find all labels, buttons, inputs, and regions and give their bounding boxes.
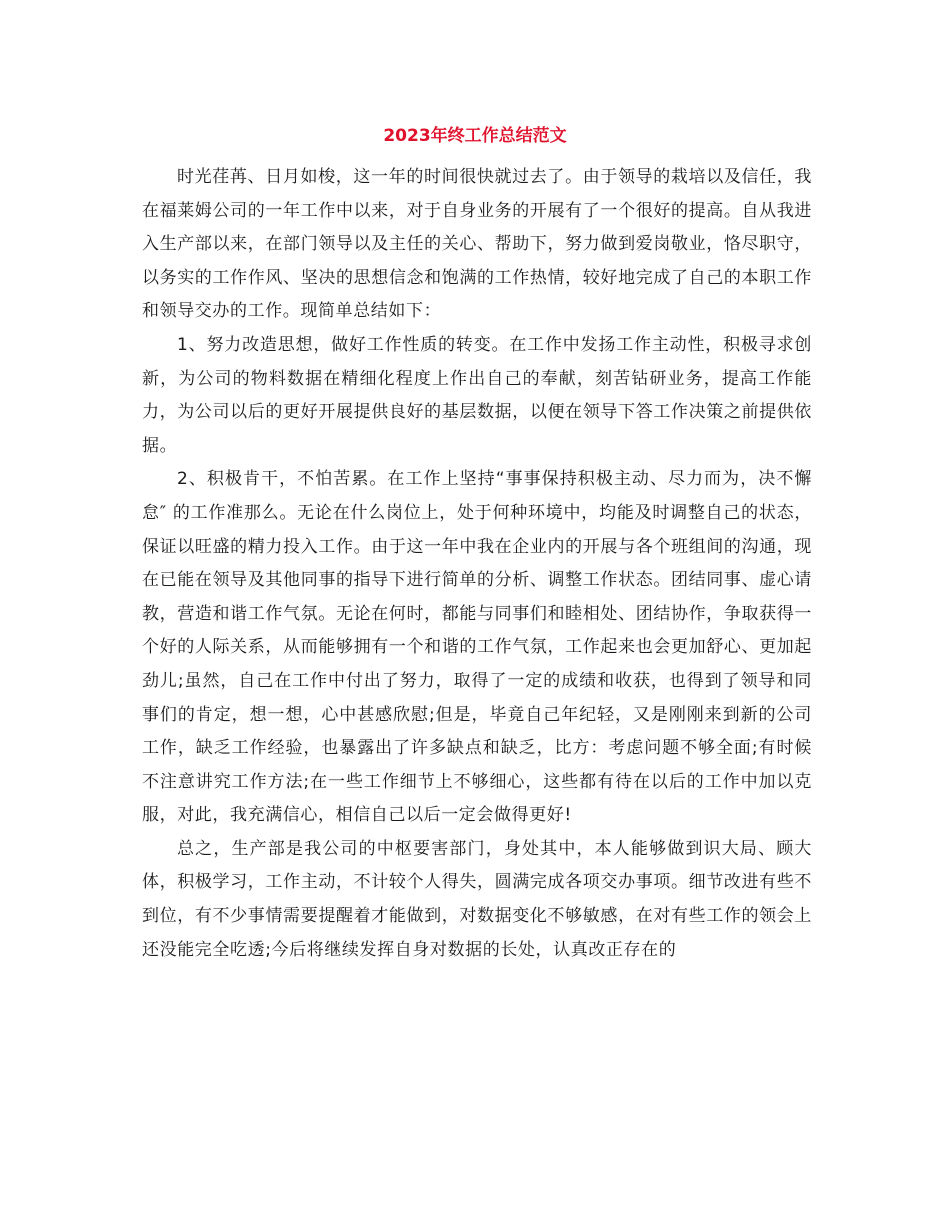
paragraph-summary: 总之，生产部是我公司的中枢要害部门，身处其中，本人能够做到识大局、顾大体，积极学习，工作主动，不计较个人得失，圆满完成各项交办事项。细节改进有些不到位，有不少事情需要提醒着才能做到，对数据变化不够敏感，在对有些工作的领会上还没能完全吃透;今后将继续发挥自身对数据的长处，认真改正存在的 <box>142 838 812 960</box>
paragraph-point-1: 1、努力改造思想，做好工作性质的转变。在工作中发扬工作主动性，积极寻求创新，为公司的物料数据在精细化程度上作出自己的奉献，刻苦钻研业务，提高工作能力，为公司以后的更好开展提供良好的基层数据，以便在领导下答工作决策之前提供依据。 <box>142 334 812 456</box>
paragraph-intro: 时光荏苒、日月如梭，这一年的时间很快就过去了。由于领导的栽培以及信任，我在福莱姆公司的一年工作中以来，对于自身业务的开展有了一个很好的提高。自从我进入生产部以来，在部门领导以及主任的关心、帮助下，努力做到爱岗敬业，恪尽职守，以务实的工作作风、坚决的思想信念和饱满的工作热情，较好地完成了自己的本职工作和领导交办的工作。现简单总结如下： <box>142 167 812 322</box>
document-title: 2023年终工作总结范文 <box>383 126 567 146</box>
document-body <box>142 161 812 967</box>
paragraph-point-2: 2、积极肯干，不怕苦累。在工作上坚持“事事保持积极主动、尽力而为，决不懈怠″ 的工作准那么。无论在什么岗位上，处于何种环境中，均能及时调整自己的状态，保证以旺盛的精力投入工作。由于这一年中我在企业内的开展与各个班组间的沟通，现在已能在领导及其他同事的指导下进行简单的分析、调整工作状态。团结同事、虚心请教，营造和谐工作气氛。无论在何时，都能与同事们和睦相处、团结协作，争取获得一个好的人际关系，从而能够拥有一个和谐的工作气氛，工作起来也会更加舒心、更加起劲儿;虽然，自己在工作中付出了努力，取得了一定的成绩和收获，也得到了领导和同事们的肯定，想一想，心中甚感欣慰;但是，毕竟自己年纪轻，又是刚刚来到新的公司工作，缺乏工作经验，也暴露出了许多缺点和缺乏，比方：考虑问题不够全面;有时候不注意讲究工作方法;在一些工作细节上不够细心，这些都有待在以后的工作中加以克服，对此，我充满信心，相信自己以后一定会做得更好! <box>142 469 812 826</box>
